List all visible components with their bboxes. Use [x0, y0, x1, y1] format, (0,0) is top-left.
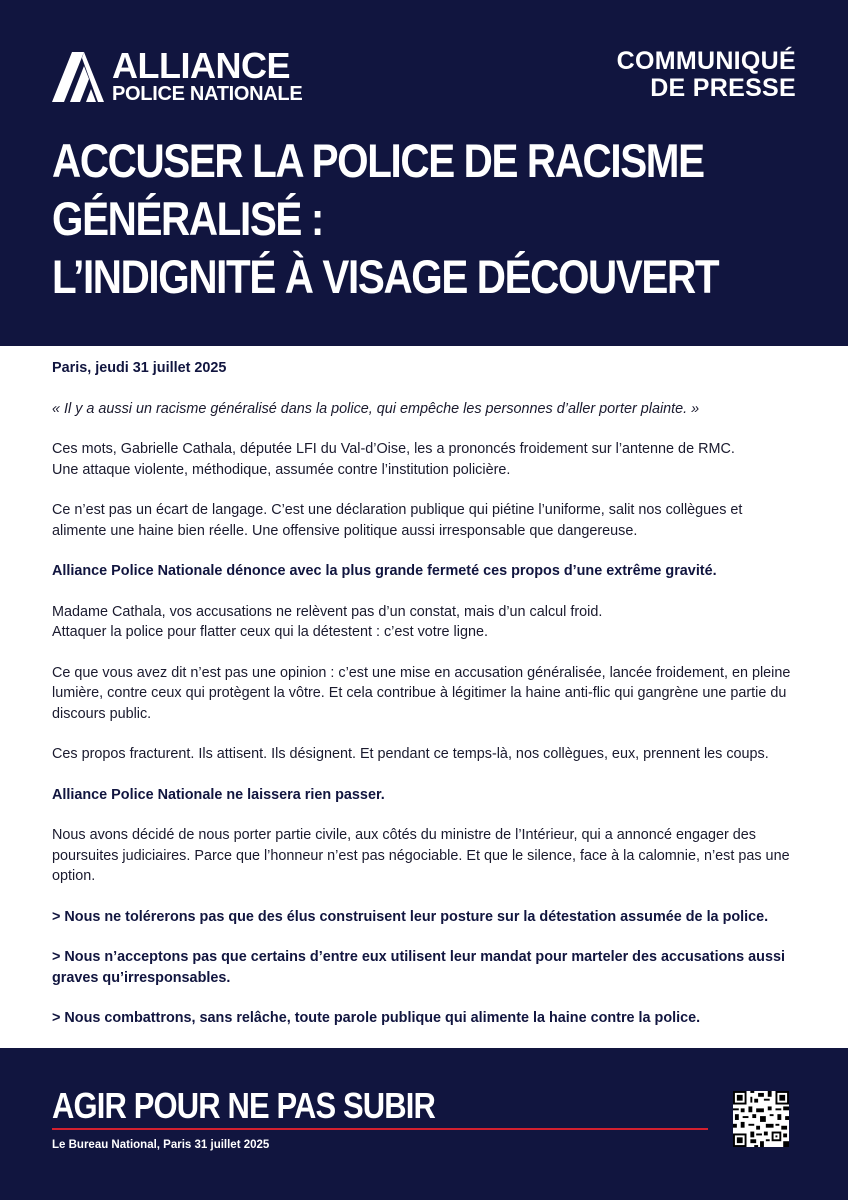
paragraph-8: Nous avons décidé de nous porter partie civile, aux côtés du ministre de l’Intérieur, qui a annoncé engager des poursuites judiciaires. Parce que l’honneur n’est pas négociable. Et que le silence, face à la calomnie, n’est pas une option. — [52, 827, 790, 884]
paragraph-4 — [52, 602, 800, 643]
paragraph-1 — [52, 439, 800, 480]
slogan: AGIR POUR NE PAS SUBIR — [52, 1085, 436, 1126]
alliance-logo — [52, 45, 332, 108]
paragraph-4-line2: Attaquer la police pour flatter ceux qui la détestent : c’est votre ligne. — [52, 624, 488, 640]
bullet-2: > Nous n’acceptons pas que certains d’entre eux utilisent leur mandat pour marteler des accusations aussi graves qu’irresponsables. — [52, 949, 785, 986]
paragraph-5: Ce que vous avez dit n’est pas une opinion : c’est une mise en accusation généralisée, lancée froidement, en pleine lumière, contre ceux qui protègent la vôtre. Et cela contribue à légitimer la haine anti-flic qui gangrène une partie du discours public. — [52, 664, 791, 722]
page-title-line2: GÉNÉRALISÉ : — [52, 192, 323, 245]
document-type — [617, 48, 796, 102]
logo-subtitle: POLICE NATIONALE — [112, 83, 303, 105]
alliance-a-logo-icon — [52, 52, 104, 102]
paragraph-4-line1: Madame Cathala, vos accusations ne relèvent pas d’un constat, mais d’un calcul froid. — [52, 603, 603, 620]
logo-wordmark: ALLIANCE — [112, 45, 290, 86]
bullet-3: > Nous combattrons, sans relâche, toute parole publique qui alimente la haine contre la police. — [52, 1010, 701, 1026]
statement-no-tolerance: Alliance Police Nationale ne laissera rien passer. — [52, 786, 385, 803]
signature: Le Bureau National, Paris 31 juillet 2025 — [52, 1139, 270, 1151]
page-title — [52, 132, 719, 306]
document-type-line2: DE PRESSE — [650, 74, 796, 102]
paragraph-2: Ce n’est pas un écart de langage. C’est une déclaration publique qui piétine l’uniforme, salit nos collègues et alimente une haine bien réelle. Une offensive politique aussi irresponsable que dangereuse. — [52, 502, 743, 539]
footer-divider — [52, 1128, 708, 1130]
page-title-line3: L’INDIGNITÉ À VISAGE DÉCOUVERT — [52, 250, 719, 303]
footer-banner — [0, 1048, 848, 1200]
release-date: Paris, jeudi 31 juillet 2025 — [52, 360, 227, 376]
document-type-line1: COMMUNIQUÉ — [616, 47, 796, 75]
paragraph-1-line2: Une attaque violente, méthodique, assumée contre l’institution policière. — [52, 461, 511, 478]
paragraph-1-line1: Ces mots, Gabrielle Cathala, députée LFI du Val-d’Oise, les a prononcés froidement sur l’antenne de RMC. — [52, 441, 735, 457]
paragraph-6: Ces propos fracturent. Ils attisent. Ils désignent. Et pendant ce temps-là, nos collègues, eux, prennent les coups. — [52, 746, 769, 762]
statement-denounce: Alliance Police Nationale dénonce avec la plus grande fermeté ces propos d’une extrême gravité. — [52, 563, 717, 579]
page-title-line1: ACCUSER LA POLICE DE RACISME — [52, 134, 704, 187]
press-release-body — [52, 358, 800, 1049]
header-banner — [0, 0, 848, 346]
bullet-1: > Nous ne tolérerons pas que des élus construisent leur posture sur la détestation assumée de la police. — [52, 908, 769, 925]
qr-code-icon[interactable] — [733, 1091, 789, 1147]
quote: « Il y a aussi un racisme généralisé dans la police, qui empêche les personnes d’aller porter plainte. » — [52, 400, 700, 417]
